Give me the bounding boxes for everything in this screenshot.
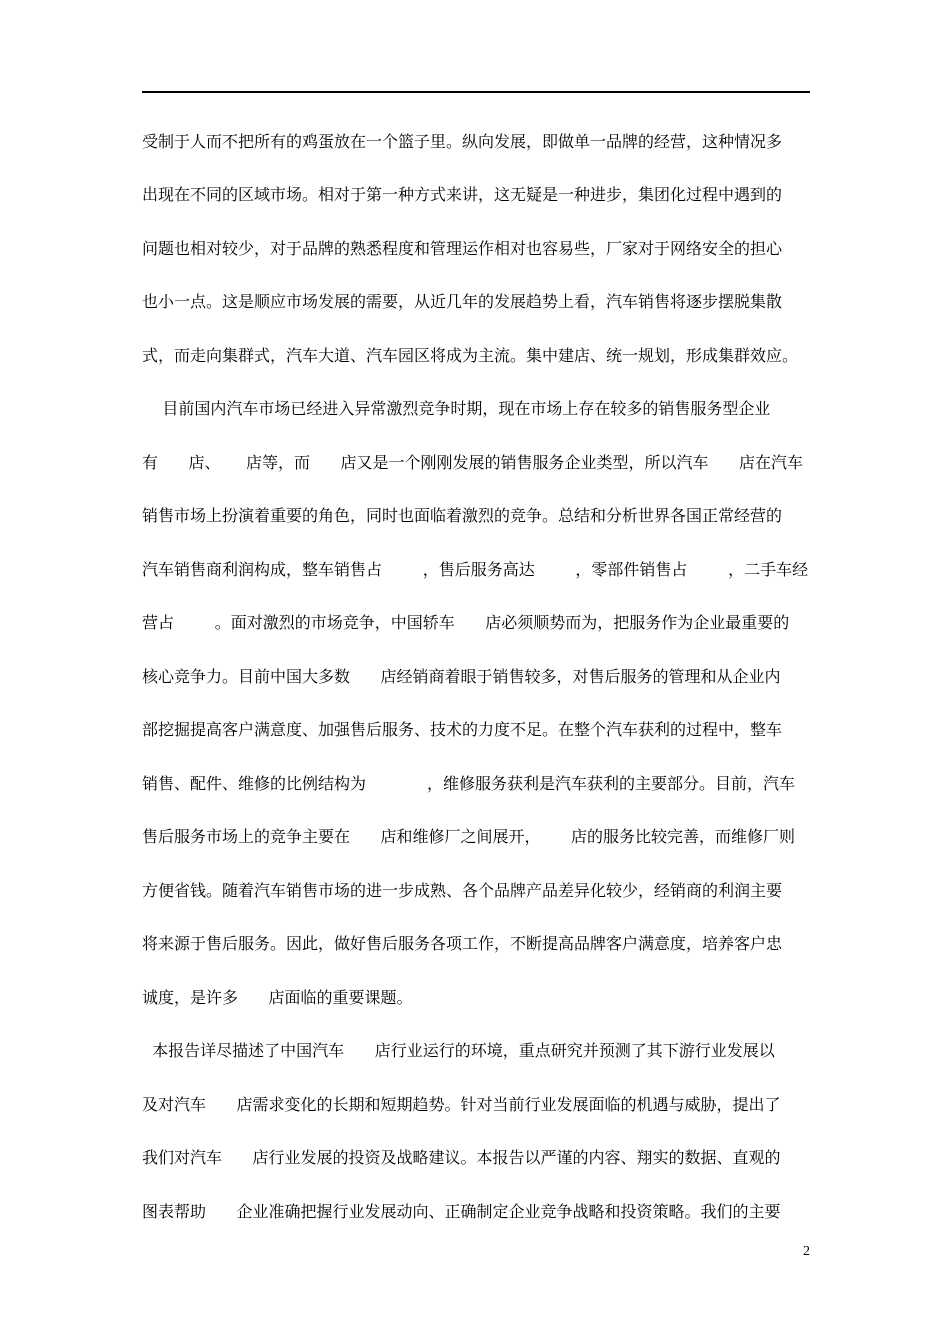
text-line: 部挖掘提高客户满意度、加强售后服务、技术的力度不足。在整个汽车获利的过程中，整车: [142, 720, 783, 739]
text-line: 及对汽车 店需求变化的长期和短期趋势。针对当前行业发展面临的机遇与威胁，提出了: [142, 1095, 781, 1114]
text-line: 销售市场上扮演着重要的角色，同时也面临着激烈的竞争。总结和分析世界各国正常经营的: [142, 506, 783, 525]
text-line: 我们对汽车 店行业发展的投资及战略建议。本报告以严谨的内容、翔实的数据、直观的: [142, 1148, 781, 1167]
text-line: 售后服务市场上的竞争主要在 店和维修厂之间展开， 店的服务比较完善，而维修厂则: [142, 827, 796, 846]
text-line: 诚度，是许多 店面临的重要课题。: [142, 988, 413, 1007]
text-line: 方便省钱。随着汽车销售市场的进一步成熟、各个品牌产品差异化较少，经销商的利润主要: [142, 881, 783, 900]
text-line: 营占 。面对激烈的市场竞争，中国轿车 店必须顺势而为，把服务作为企业最重要的: [142, 613, 790, 632]
text-line: 汽车销售商利润构成，整车销售占 ，售后服务高达 ，零部件销售占 ，二手车经: [142, 560, 809, 579]
text-line: 受制于人而不把所有的鸡蛋放在一个篮子里。纵向发展，即做单一品牌的经营，这种情况多: [142, 132, 783, 151]
text-line: 有 店、 店等，而 店又是一个刚刚发展的销售服务企业类型，所以汽车 店在汽车: [142, 453, 803, 472]
text-line: 目前国内汽车市场已经进入异常激烈竞争时期，现在市场上存在较多的销售服务型企业: [142, 399, 771, 418]
text-line: 出现在不同的区域市场。相对于第一种方式来讲，这无疑是一种进步，集团化过程中遇到的: [142, 185, 783, 204]
page-number: 2: [803, 1244, 810, 1259]
text-line: 图表帮助 企业准确把握行业发展动向、正确制定企业竞争战略和投资策略。我们的主要: [142, 1202, 781, 1221]
text-line: 本报告详尽描述了中国汽车 店行业运行的环境，重点研究并预测了其下游行业发展以: [142, 1041, 775, 1060]
text-line: 式，而走向集群式，汽车大道、汽车园区将成为主流。集中建店、统一规划，形成集群效应。: [142, 346, 799, 365]
text-line: 将来源于售后服务。因此，做好售后服务各项工作，不断提高品牌客户满意度，培养客户忠: [142, 934, 783, 953]
text-line: 问题也相对较少，对于品牌的熟悉程度和管理运作相对也容易些，厂家对于网络安全的担心: [142, 239, 783, 258]
text-line: 也小一点。这是顺应市场发展的需要，从近几年的发展趋势上看，汽车销售将逐步摆脱集散: [142, 292, 783, 311]
text-line: 核心竞争力。目前中国大多数 店经销商着眼于销售较多，对售后服务的管理和从企业内: [142, 667, 781, 686]
text-line: 销售、配件、维修的比例结构为 ，维修服务获利是汽车获利的主要部分。目前，汽车: [142, 774, 796, 793]
header-rule: [142, 91, 810, 93]
